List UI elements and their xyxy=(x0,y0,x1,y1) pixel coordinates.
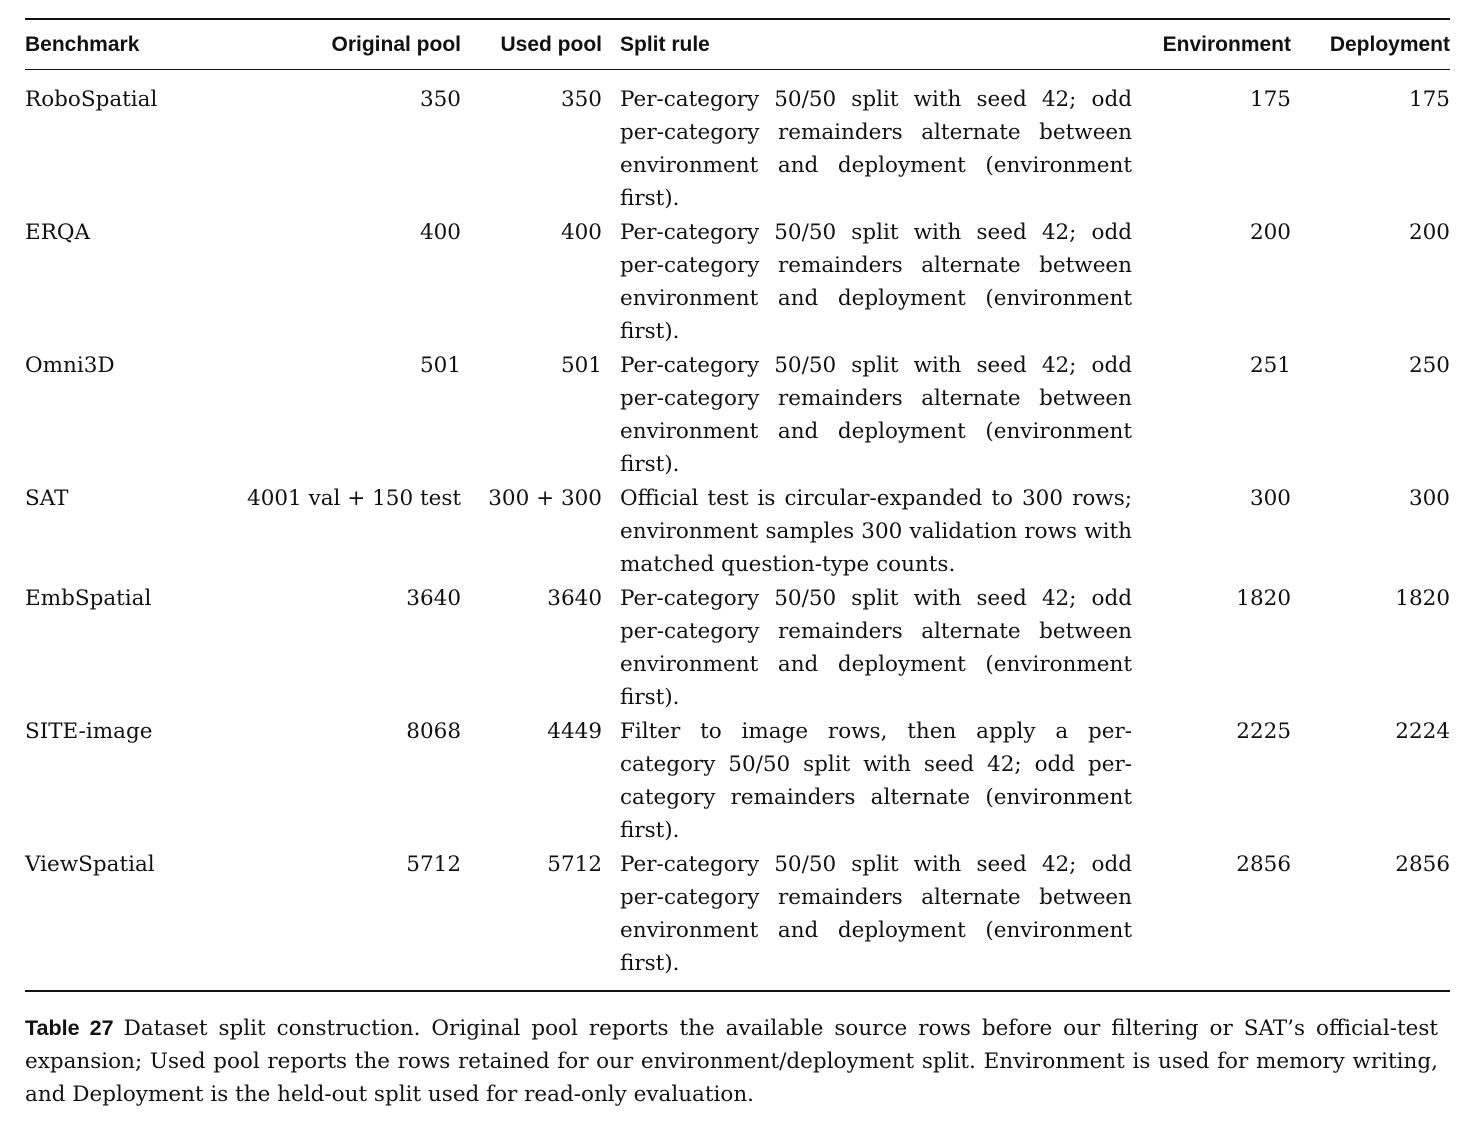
cell-split-rule: Per-category 50/50 split with seed 42; odd per-category remainders alternate between environment and deployment (environment first). xyxy=(620,353,1132,477)
cell-split-rule: Per-category 50/50 split with seed 42; odd per-category remainders alternate between environment and deployment (environment first). xyxy=(620,220,1132,344)
table-row xyxy=(25,582,1450,715)
cell-benchmark: ERQA xyxy=(25,220,91,245)
cell-environment: 2856 xyxy=(1236,852,1291,877)
cell-original-pool: 400 xyxy=(419,220,461,245)
header-deployment: Deployment xyxy=(1329,32,1450,56)
cell-benchmark: SITE-image xyxy=(25,719,153,744)
header-benchmark: Benchmark xyxy=(25,32,140,56)
table-row xyxy=(25,70,1450,217)
cell-split-rule: Per-category 50/50 split with seed 42; odd per-category remainders alternate between environment and deployment (environment first). xyxy=(620,87,1132,211)
cell-benchmark: RoboSpatial xyxy=(25,87,158,112)
cell-benchmark: Omni3D xyxy=(25,353,115,378)
table-row xyxy=(25,482,1450,582)
table-caption xyxy=(25,1012,1438,1111)
cell-used-pool: 5712 xyxy=(547,852,602,877)
cell-environment: 200 xyxy=(1249,220,1291,245)
cell-deployment: 1820 xyxy=(1395,586,1450,611)
cell-split-rule: Filter to image rows, then apply a per-category 50/50 split with seed 42; odd per-category remainders alternate (environment first). xyxy=(620,719,1132,843)
cell-deployment: 2224 xyxy=(1395,719,1450,744)
cell-used-pool: 400 xyxy=(560,220,602,245)
cell-used-pool: 501 xyxy=(560,353,602,378)
cell-used-pool: 300 + 300 xyxy=(488,486,602,511)
cell-deployment: 250 xyxy=(1408,353,1450,378)
cell-environment: 175 xyxy=(1249,87,1291,112)
cell-original-pool: 5712 xyxy=(406,852,461,877)
cell-original-pool: 3640 xyxy=(406,586,461,611)
cell-split-rule: Official test is circular-expanded to 300 rows; environment samples 300 validation rows with matched question-type counts. xyxy=(620,486,1132,577)
cell-deployment: 175 xyxy=(1408,87,1450,112)
header-original-pool: Original pool xyxy=(331,32,461,56)
cell-original-pool: 4001 val + 150 test xyxy=(247,486,461,511)
cell-environment: 300 xyxy=(1249,486,1291,511)
cell-benchmark: ViewSpatial xyxy=(25,852,155,877)
cell-split-rule: Per-category 50/50 split with seed 42; odd per-category remainders alternate between environment and deployment (environment first). xyxy=(620,586,1132,710)
cell-deployment: 200 xyxy=(1408,220,1450,245)
cell-environment: 251 xyxy=(1249,353,1291,378)
cell-deployment: 300 xyxy=(1408,486,1450,511)
cell-used-pool: 350 xyxy=(560,87,602,112)
cell-split-rule: Per-category 50/50 split with seed 42; odd per-category remainders alternate between environment and deployment (environment first). xyxy=(620,852,1132,976)
table-row xyxy=(25,715,1450,848)
table-container xyxy=(25,18,1450,992)
caption-text: Dataset split construction. Original pool reports the available source rows before our filtering or SAT’s official-test expansion; Used pool reports the rows retained for our environment/deployment split. Environment is used for memory writing, and Deployment is the held-out split used for read-only evaluation. xyxy=(25,1016,1439,1107)
cell-used-pool: 3640 xyxy=(547,586,602,611)
header-split-rule: Split rule xyxy=(620,32,710,56)
cell-deployment: 2856 xyxy=(1395,852,1450,877)
cell-used-pool: 4449 xyxy=(547,719,602,744)
cell-environment: 1820 xyxy=(1236,586,1291,611)
header-used-pool: Used pool xyxy=(500,32,602,56)
table-row xyxy=(25,349,1450,482)
table-row xyxy=(25,216,1450,349)
cell-original-pool: 350 xyxy=(419,87,461,112)
table-header-row xyxy=(25,19,1450,70)
cell-benchmark: SAT xyxy=(25,486,69,511)
cell-original-pool: 501 xyxy=(419,353,461,378)
cell-environment: 2225 xyxy=(1236,719,1291,744)
cell-original-pool: 8068 xyxy=(406,719,461,744)
header-environment: Environment xyxy=(1162,32,1291,56)
dataset-split-table xyxy=(25,18,1450,992)
cell-benchmark: EmbSpatial xyxy=(25,586,152,611)
table-row xyxy=(25,848,1450,991)
caption-label: Table 27 xyxy=(25,1016,114,1040)
